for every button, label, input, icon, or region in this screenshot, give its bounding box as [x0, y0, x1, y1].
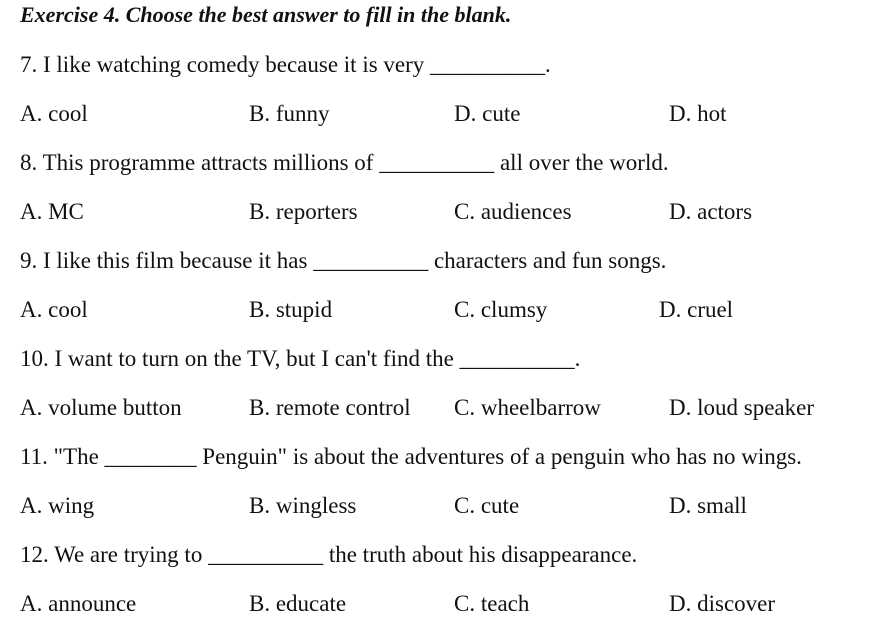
- question-12-option-a: A. announce: [20, 591, 137, 616]
- question-8-end: all over the world.: [494, 150, 669, 175]
- question-11-option-a: A. wing: [20, 493, 95, 518]
- question-8-option-a: A. MC: [20, 199, 84, 224]
- question-7-text: 7. I like watching comedy because it is very: [20, 52, 431, 77]
- question-10-text: 10. I want to turn on the TV, but I can't find the: [20, 346, 460, 371]
- question-11-blank: ________: [104, 444, 197, 469]
- question-8-option-d: D. actors: [669, 199, 753, 224]
- question-11-option-d: D. small: [669, 493, 747, 518]
- question-7-end: .: [545, 52, 551, 77]
- question-11-text: 11. "The: [20, 444, 105, 469]
- question-7-option-c: D. cute: [454, 101, 521, 126]
- question-8-blank: __________: [379, 150, 495, 175]
- question-11-end: Penguin" is about the adventures of a penguin who has no wings.: [196, 444, 802, 469]
- question-12-option-b: B. educate: [249, 591, 347, 616]
- question-9-option-d: D. cruel: [659, 297, 734, 322]
- question-11-option-b: B. wingless: [249, 493, 357, 518]
- question-7-blank: __________: [430, 52, 546, 77]
- question-9-text: 9. I like this film because it has: [20, 248, 314, 273]
- exercise-title: Exercise 4. Choose the best answer to fill in the blank.: [20, 2, 512, 27]
- question-10-option-a: A. volume button: [20, 395, 182, 420]
- question-7-option-b: B. funny: [249, 101, 330, 126]
- question-12-blank: __________: [208, 542, 324, 567]
- question-10-end: .: [574, 346, 581, 371]
- question-8: [20, 149, 669, 177]
- question-8-text: 8. This programme attracts millions of: [20, 150, 380, 175]
- question-10-blank: __________: [459, 346, 575, 371]
- question-12-end: the truth about his disappearance.: [323, 542, 638, 567]
- question-12-text: 12. We are trying to: [20, 542, 209, 567]
- question-11-option-c: C. cute: [454, 493, 520, 518]
- question-10-option-c: C. wheelbarrow: [454, 395, 601, 420]
- question-7: [20, 51, 551, 79]
- question-9-option-a: A. cool: [20, 297, 88, 322]
- question-9-option-c: C. clumsy: [454, 297, 548, 322]
- question-11: [20, 443, 802, 471]
- question-10-option-d: D. loud speaker: [669, 395, 814, 420]
- question-9-blank: __________: [313, 248, 429, 273]
- question-9: [20, 247, 666, 275]
- question-10-option-b: B. remote control: [249, 395, 411, 420]
- question-12: [20, 541, 637, 569]
- question-8-option-b: B. reporters: [249, 199, 358, 224]
- question-12-option-d: D. discover: [669, 591, 776, 616]
- question-12-option-c: C. teach: [454, 591, 530, 616]
- question-7-option-a: A. cool: [20, 101, 88, 126]
- question-9-option-b: B. stupid: [249, 297, 333, 322]
- question-7-option-d: D. hot: [669, 101, 727, 126]
- question-8-option-c: C. audiences: [454, 199, 572, 224]
- question-9-end: characters and fun songs.: [428, 248, 667, 273]
- question-10: [20, 345, 580, 373]
